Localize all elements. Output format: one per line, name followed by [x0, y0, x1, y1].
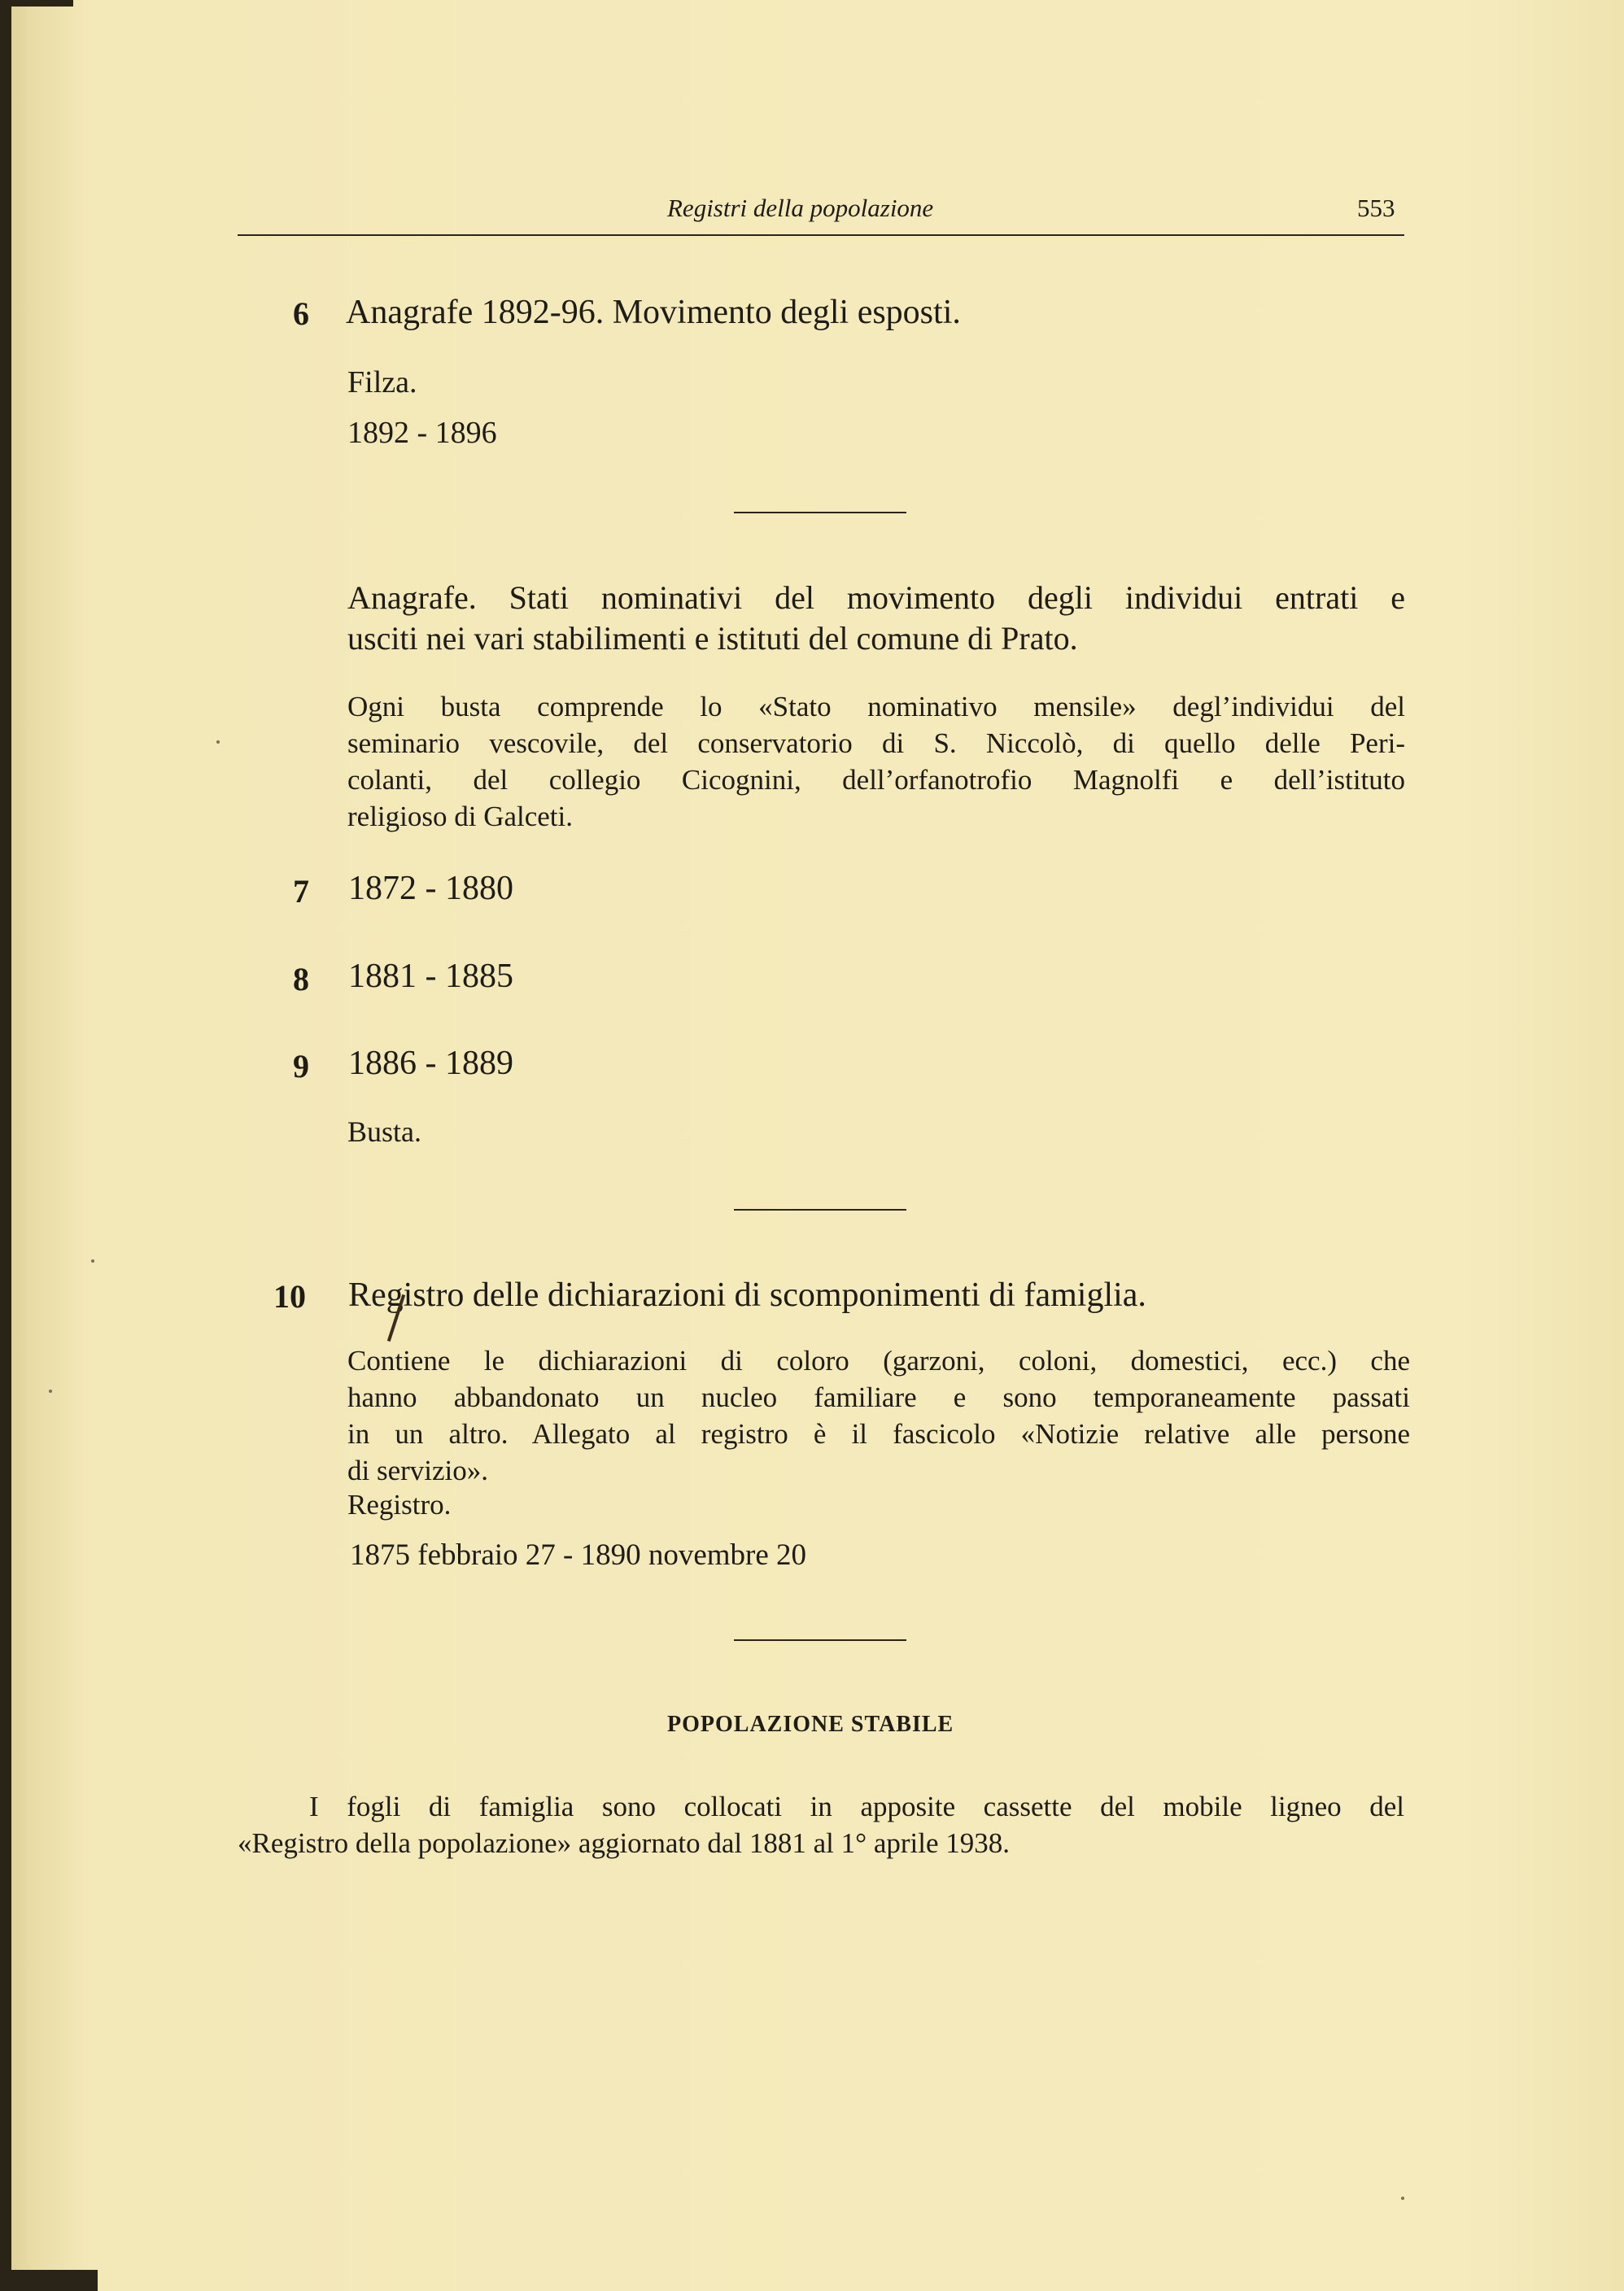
entry-dates: 1881 - 1885: [348, 958, 513, 995]
entry-type: Registro.: [347, 1489, 452, 1521]
entry-dates: 1875 febbraio 27 - 1890 novembre 20: [350, 1538, 807, 1572]
entry-number: 9: [293, 1048, 309, 1084]
scan-speck: [1401, 2197, 1404, 2200]
scan-speck: [216, 740, 220, 744]
book-spine-shadow: [0, 0, 11, 2291]
scan-speck: [91, 1259, 94, 1263]
entry-description: Contiene le dichiarazioni di coloro (garzoni, coloni, domestici, ecc.) che hanno abbandonato un nucleo familiare e sono temporaneamente passati in un altro. Allegato al registro è il fascicolo «Notizie relative alle persone di servizio».: [347, 1345, 1410, 1486]
scan-edge-bottom: [0, 2270, 98, 2291]
separator: [734, 1209, 906, 1211]
series-description: Ogni busta comprende lo «Stato nominativo mensile» degl’individui del seminario vescovile, del conservatorio di S. Niccolò, di quello delle Peri- colanti, del collegio Cicognini, dell’orfanotrofio Magnolfi e dell’istituto religioso di Galceti.: [347, 691, 1405, 832]
running-header-title: Registri della popolazione: [667, 194, 934, 222]
section-heading: POPOLAZIONE STABILE: [667, 1712, 954, 1737]
entry-type: Busta.: [347, 1115, 422, 1148]
series-title: Anagrafe. Stati nominativi del movimento degli individui entrati e usciti nei vari stabilimenti e istituti del comune di Prato.: [347, 579, 1405, 657]
entry-number: 7: [293, 873, 309, 910]
entry-number: 8: [293, 961, 309, 997]
entry-number: 6: [293, 295, 309, 332]
entry-type: Filza.: [347, 365, 417, 399]
header-rule: [238, 234, 1404, 236]
page-number: 553: [1357, 194, 1395, 222]
scan-edge: [0, 0, 73, 7]
section-text: I fogli di famiglia sono collocati in apposite cassette del mobile ligneo del «Registro della popolazione» aggiornato dal 1881 al 1° aprile 1938.: [238, 1791, 1404, 1859]
entry-dates: 1872 - 1880: [348, 870, 513, 907]
scan-speck: [49, 1390, 52, 1393]
entry-title: Anagrafe 1892-96. Movimento degli esposti.: [346, 294, 961, 331]
entry-number: 10: [273, 1278, 306, 1315]
entry-title: Registro delle dichiarazioni di scomponimenti di famiglia.: [348, 1276, 1146, 1314]
entry-dates: 1886 - 1889: [348, 1045, 513, 1082]
entry-dates: 1892 - 1896: [347, 416, 497, 450]
separator: [734, 512, 906, 513]
separator: [734, 1639, 906, 1641]
